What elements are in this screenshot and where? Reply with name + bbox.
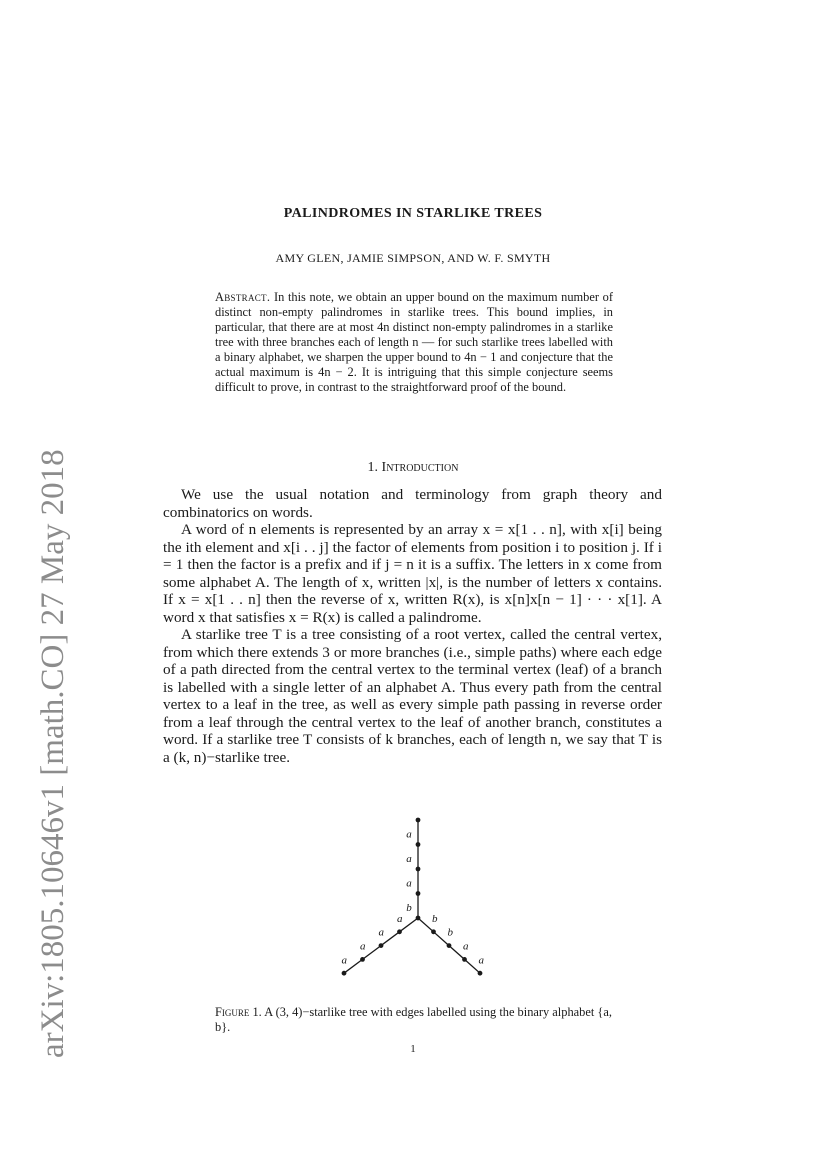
tree-vertex-left-2: [379, 943, 384, 948]
tree-edge-label-left-3: a: [360, 940, 366, 953]
tree-vertex-left-4: [342, 971, 347, 976]
tree-edge-label-right-2: b: [447, 926, 453, 939]
figure-caption-label: Figure 1.: [215, 1005, 262, 1019]
tree-edge-label-right-1: b: [432, 912, 438, 925]
paragraph: A word of n elements is represented by an array x = x[1 . . n], with x[i] being the ith element and x[i . . j] the factor of elements from position i to position j. If i = 1 then the factor is a prefix and if j = n it is a suffix. The letters in x come from some alphabet A. The length of x, written |x|, is the number of letters x contains. If x = x[1 . . n] then the reverse of x, written R(x), is x[n]x[n − 1] · · · x[1]. A word x that satisfies x = R(x) is called a palindrome.: [163, 521, 662, 626]
page-number: 1: [410, 1043, 416, 1055]
tree-edge-label-up-1: b: [406, 901, 412, 914]
abstract: [215, 290, 613, 395]
section-heading: [0, 460, 826, 476]
section-title: Introduction: [381, 460, 459, 475]
tree-edge-label-left-4: a: [341, 954, 347, 967]
tree-vertex-right-4: [478, 971, 483, 976]
tree-central-vertex: [416, 916, 421, 921]
tree-vertex-up-1: [416, 891, 421, 896]
figure-caption-text: A (3, 4)−starlike tree with edges labelled using the binary alphabet {a, b}.: [215, 1005, 612, 1034]
tree-vertex-left-3: [360, 957, 365, 962]
tree-edge-label-right-4: a: [478, 954, 484, 967]
abstract-text: In this note, we obtain an upper bound on the maximum number of distinct non-empty palindromes in starlike trees. This bound implies, in particular, that there are at most 4n distinct non-empty palindromes in a starlike tree with three branches each of length n — for such starlike trees labelled with a binary alphabet, we sharpen the upper bound to 4n − 1 and conjecture that the actual maximum is 4n − 2. It is intriguing that this simple conjecture seems difficult to prove, in contrast to the straightforward proof of the bound.: [215, 290, 613, 394]
arxiv-identifier: arXiv:1805.10646v1 [math.CO] 27 May 2018: [35, 449, 71, 1058]
body-text: [163, 486, 662, 766]
tree-edge-label-left-2: a: [378, 926, 384, 939]
tree-vertex-up-2: [416, 867, 421, 872]
section-number: 1.: [367, 460, 379, 475]
tree-vertex-right-3: [462, 957, 467, 962]
tree-edge-label-up-2: a: [406, 877, 412, 890]
tree-vertex-up-4: [416, 818, 421, 823]
starlike-tree-figure: [330, 800, 500, 995]
tree-vertex-left-1: [397, 929, 402, 934]
abstract-label: Abstract.: [215, 290, 271, 304]
tree-edge-label-up-4: a: [406, 828, 412, 841]
paragraph: We use the usual notation and terminology from graph theory and combinatorics on words.: [163, 486, 662, 521]
tree-vertex-up-3: [416, 842, 421, 847]
tree-vertex-right-1: [431, 929, 436, 934]
tree-edge-label-left-1: a: [397, 912, 403, 925]
tree-edge-label-up-3: a: [406, 852, 412, 865]
paper-title: PALINDROMES IN STARLIKE TREES: [283, 206, 543, 221]
tree-edge-label-right-3: a: [463, 940, 469, 953]
paper-authors: AMY GLEN, JAMIE SIMPSON, AND W. F. SMYTH: [275, 251, 551, 265]
tree-vertex-right-2: [447, 943, 452, 948]
figure-caption: [215, 1005, 613, 1035]
paragraph: A starlike tree T is a tree consisting of a root vertex, called the central vertex, from which there extends 3 or more branches (i.e., simple paths) where each edge of a path directed from the central vertex to the terminal vertex (leaf) of a branch is labelled with a single letter of an alphabet A. Thus every path from the central vertex to a leaf in the tree, as well as every simple path passing in reverse order from a leaf through the central vertex to the leaf of another branch, constitutes a word. If a starlike tree T consists of k branches, each of length n, we say that T is a (k, n)−starlike tree.: [163, 626, 662, 766]
